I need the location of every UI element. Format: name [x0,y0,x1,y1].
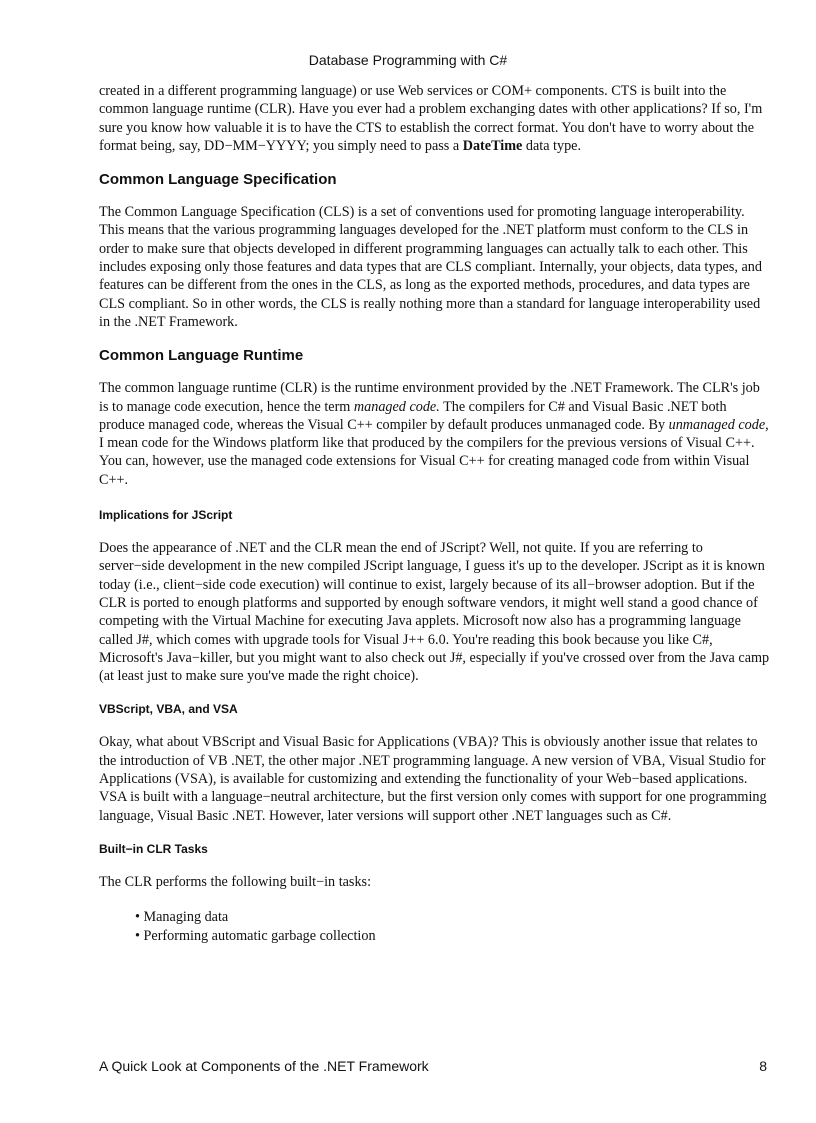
managed-code-term: managed code. [353,398,440,415]
vbscript-heading: VBScript, VBA, and VSA [99,702,238,717]
cls-paragraph: The Common Language Specification (CLS) is a set of conventions used for promoting language interoperability. This means that the various programming languages developed for the .NET platform must conform to the CLS in order to make sure that objects developed in different programming languages can actually talk to each other. This includes exposing only those features and data types that are CLS compliant. Internally, your objects, data types, and features can be different from the ones in the CLS, as long as the exported methods, procedures, and data types are CLS compliant. So in other words, the CLS is really nothing more than a standard for language interoperability used in the .NET Framework. [99,204,762,330]
running-header: Database Programming with C# [308,52,508,68]
unmanaged-code-term: unmanaged code, [668,416,769,433]
clr-tasks-heading: Built−in CLR Tasks [99,841,208,856]
page-body [99,82,771,946]
jscript-paragraph: Does the appearance of .NET and the CLR mean the end of JScript? Well, not quite. If you are referring to server−side development in the new compiled JScript language, I guess it's up to the developer. JScript as it is known today (i.e., client−side code execution) will continue to exist, largely because of its all−browser adoption. But if the CLR is ported to enough platforms and supported by enough software vendors, it might well stand a good chance of competing with the Virtual Machine for executing Java applets. Microsoft now also has a programming language called J#, which comes with upgrade tools for Visual J++ 6.0. You're reading this book because you like C#, Microsoft's Java−killer, but you might want to also check out J#, especially if you've crossed over from the Java camp (at least just to make sure you've made the right choice). [99,540,770,685]
cls-heading: Common Language Specification [99,171,337,189]
clr-tasks-list [99,908,771,946]
clr-tasks-intro: The CLR performs the following built−in tasks: [99,873,372,890]
datetime-term: DateTime [462,137,523,154]
vbscript-paragraph: Okay, what about VBScript and Visual Basic for Applications (VBA)? This is obviously another issue that relates to the introduction of VB .NET, the other major .NET programming language. A new version of VBA, Visual Studio for Applications (VSA), is available for customizing and extending the functionality of your Web−based applications. VSA is built with a language−neutral architecture, but the first version only comes with support for one programming language, Visual Basic .NET. However, later versions will support other .NET languages such as C#. [99,734,767,824]
page-number: 8 [759,1058,767,1074]
intro-paragraph: created in a different programming language) or use Web services or COM+ components. CTS is built into the common language runtime (CLR). Have you ever had a problem exchanging dates with other applications? If so, I'm sure you know how valuable it is to have the CTS to establish the correct format. You don't have to worry about the format being, say, DD−MM−YYYY; you simply need to pass a DateTime data type. [99,83,763,154]
clr-heading: Common Language Runtime [99,347,304,365]
chapter-footer: A Quick Look at Components of the .NET Framework [99,1058,429,1074]
jscript-heading: Implications for JScript [99,508,233,523]
clr-paragraph: The common language runtime (CLR) is the runtime environment provided by the .NET Framework. The CLR's job is to manage code execution, hence the term managed code. The compilers for C# and Visual Basic .NET both produce managed code, whereas the Visual C++ compiler by default produces unmanaged code. By unmanaged code, I mean code for the Windows platform like that produced by the compilers for the previous versions of Visual C++. You can, however, use the managed code extensions for Visual C++ for creating managed code from within Visual C++. [99,380,769,488]
list-item: • Managing data [135,909,229,926]
list-item: • Performing automatic garbage collection [135,928,376,945]
